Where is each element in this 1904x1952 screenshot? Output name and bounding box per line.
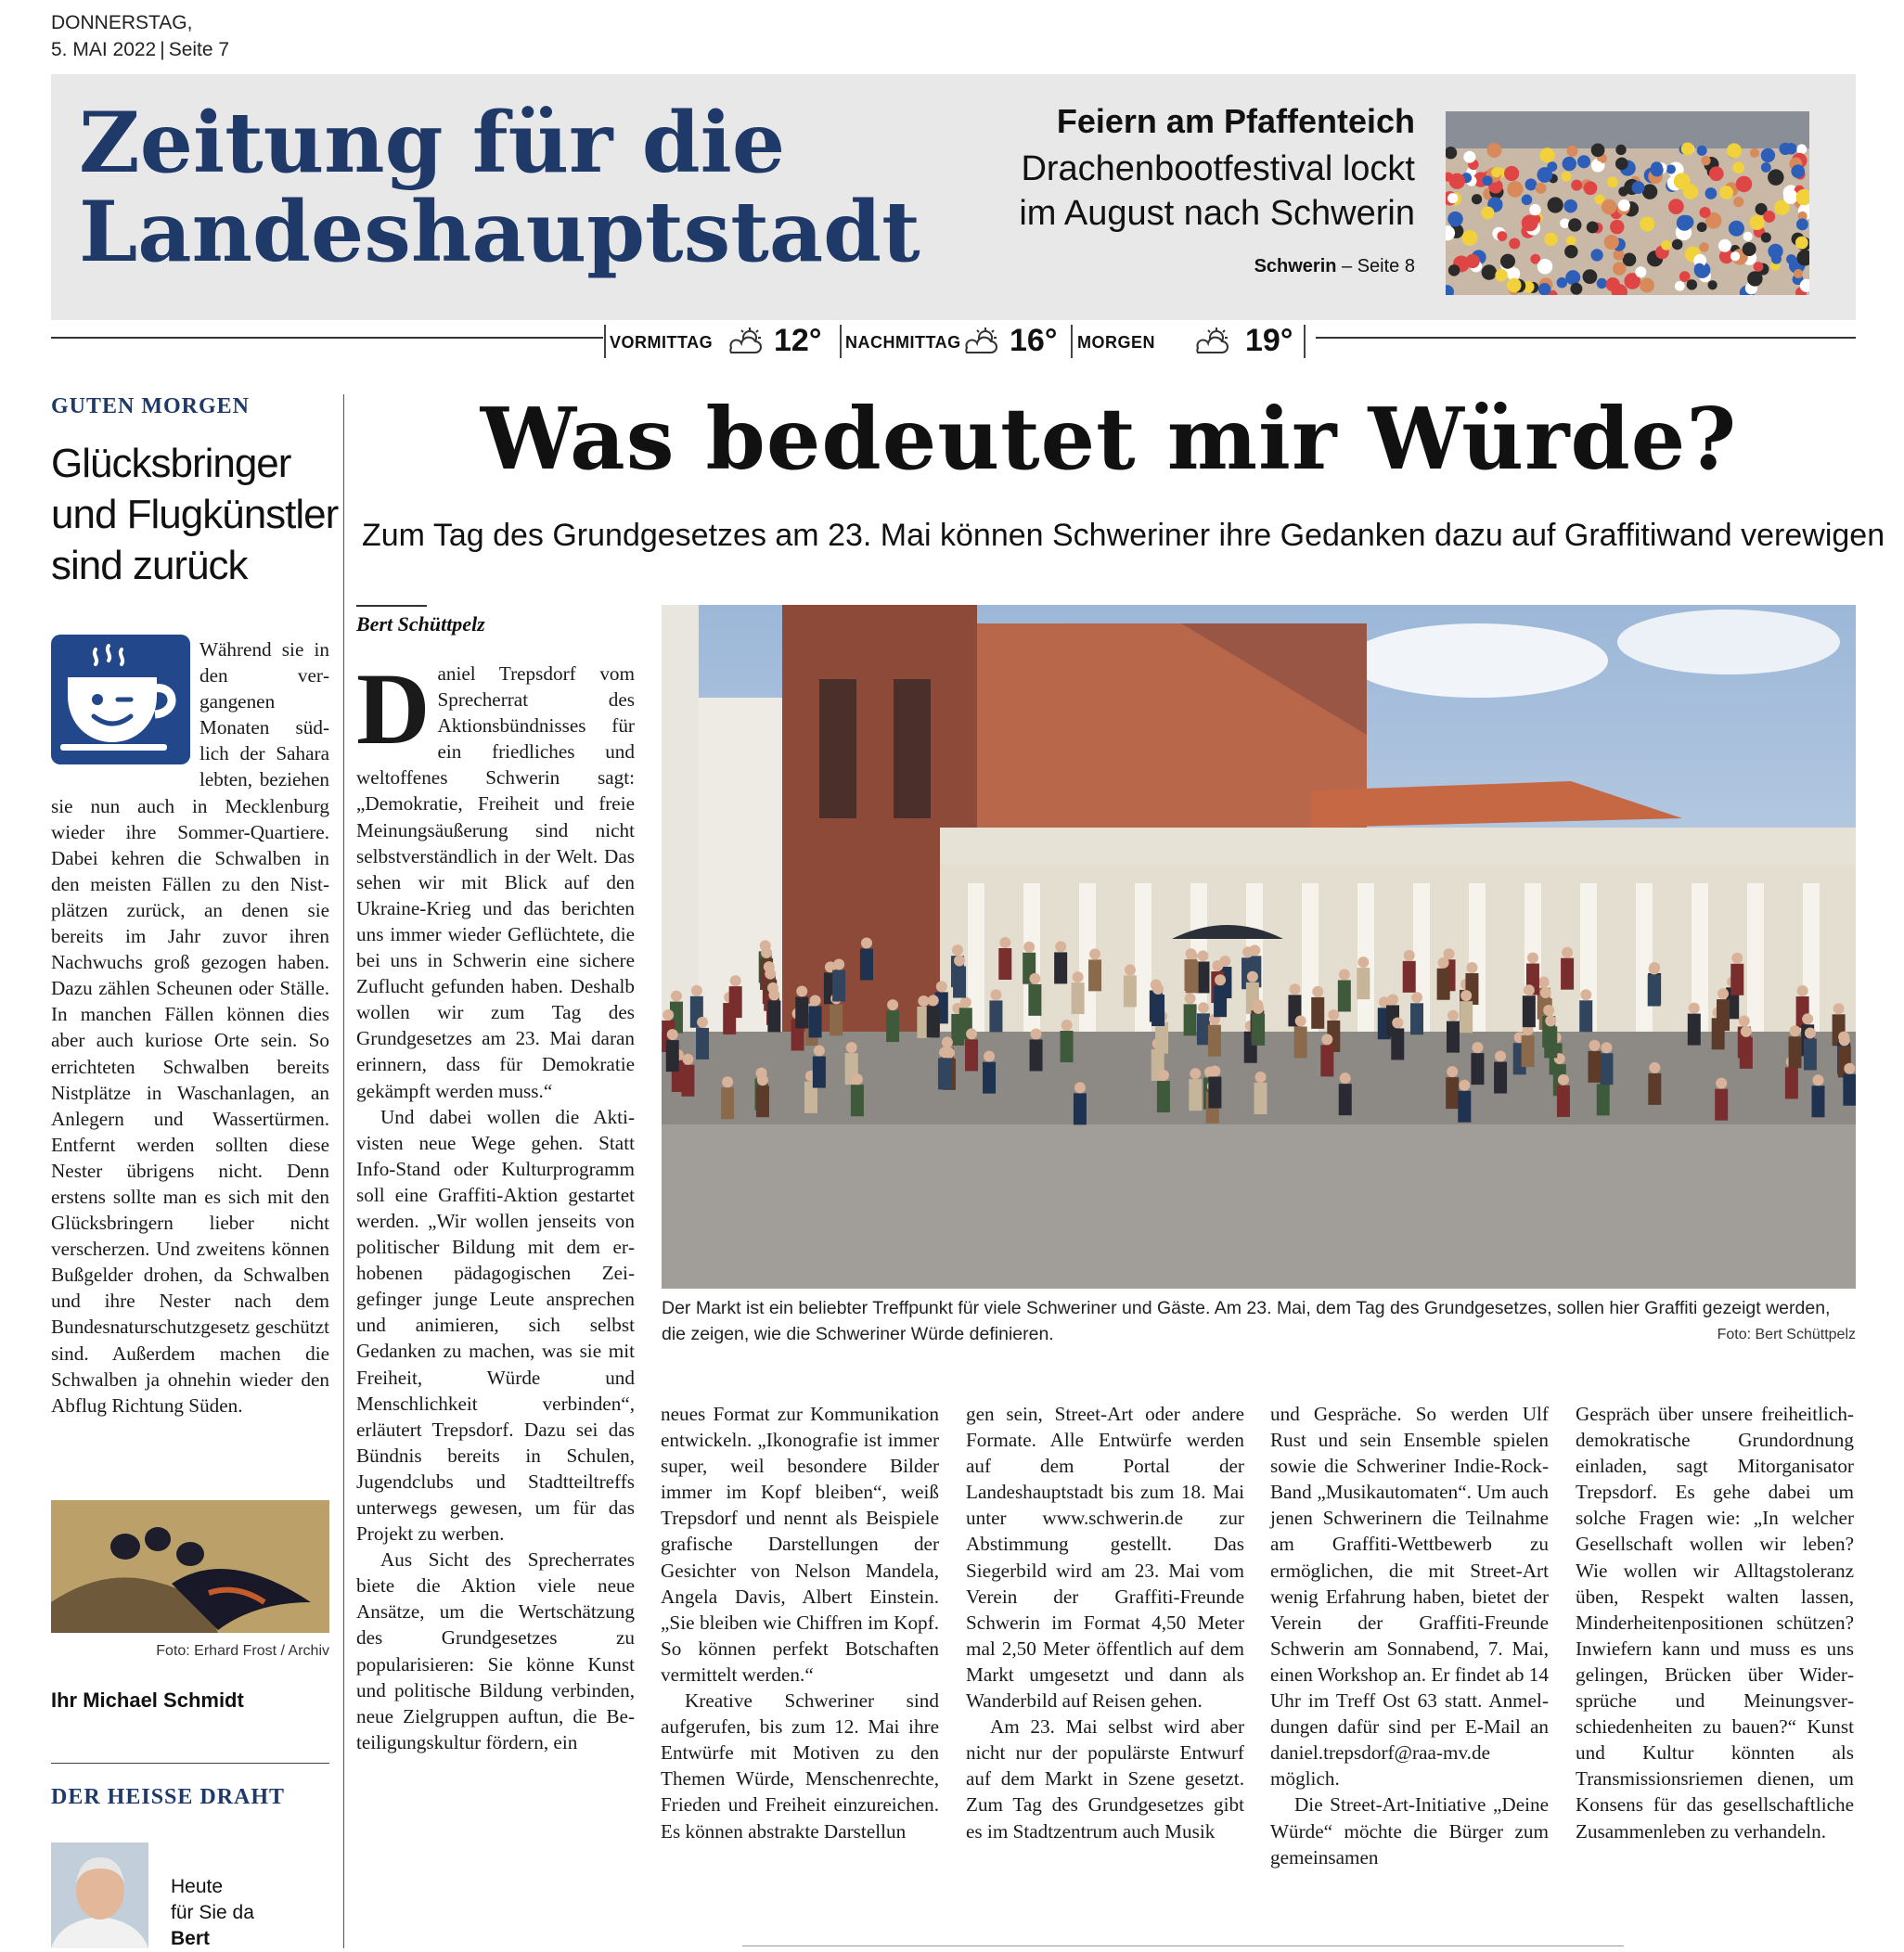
dropcap: D (356, 652, 431, 765)
page-number: Seite 7 (168, 39, 230, 60)
weather-label-vormittag: VORMITTAG (610, 333, 714, 352)
column-divider (343, 394, 344, 1948)
article-column-2: neues Format zur Kommunikation entwickeln. „Ikonografie ist immer super, weil besondere Bilder immer im Kopf bleiben“, weiß Trepsdorf und nennt als Beispiele grafische Darstellungen der Gesichter von Nelson Mandela, Angela Davis, Albert Einstein. „Sie bleiben wie Chiffren im Kopf. So können perfekt Botschaften vermittelt werden.“ Kreative Schweriner sind aufgerufen, bis zum 12. Mai ihre Entwürfe mit Motiven zu den Themen Würde, Menschenrechte, Frieden und Freiheit einzureichen. Es können abstrakte Darstellun (661, 1403, 939, 1843)
teaser-kicker[interactable]: Feiern am Pfaffenteich (1056, 102, 1415, 140)
partly-cloudy-icon (726, 327, 765, 360)
partly-cloudy-icon (961, 327, 1000, 360)
market-square-photo[interactable] (662, 605, 1856, 1289)
weather-label-morgen: MORGEN (1077, 333, 1155, 352)
editor-portrait (51, 1843, 148, 1948)
photo-credit: Foto: Bert Schüttpelz (1717, 1327, 1856, 1342)
author-rule (356, 605, 427, 607)
heisser-draht-kicker: DER HEISSE DRAHT (51, 1785, 286, 1809)
article-column-4: und Gespräche. So werden Ulf Rust und sein Ensemble spielen sowie die Schweriner Indie-Rock-Band „Musikautomaten“. Um auch jenen Schwerinern die Teilnahme am Graffiti-Wettbewerb zu ermöglichen, die mit Street-Art wenig Erfahrung haben, bietet der Verein der Graffiti-Freunde Schwerin am Sonnabend, 7. Mai, einen Workshop an. Er findet ab 14 Uhr im Treff Ost 63 statt. Anmeldungen dafür sind per E-Mail an daniel.trepsdorf@raa-mv.de möglich. Die Street-Art-Initiative „Deine Würde“ möchte die Bürger zum gemeinsamen (1270, 1403, 1549, 1869)
partly-cloudy-icon (1192, 327, 1231, 360)
header-band (51, 74, 1856, 320)
dateline-day: DONNERSTAG, (51, 12, 193, 33)
weather-label-nachmittag: NACHMITTAG (845, 333, 961, 352)
article-subheadline: Zum Tag des Grundgesetzes am 23. Mai können Schweriner ihre Gedanken dazu auf Graffitiwand verewigen (362, 518, 1885, 553)
weather-temp-nachmittag: 16° (1010, 323, 1058, 358)
weather-rule-left (51, 337, 603, 339)
teaser-page-reference[interactable]: Schwerin – Seite 8 (1254, 256, 1415, 276)
photo-caption: Der Markt ist ein beliebter Treffpunkt für viele Schweriner und Gäste. Am 23. Mai, dem Tag des Grundgesetzes, sollen hier Graffiti gezeigt werden, die zeigen, wie die Schweriner Würde definieren. (662, 1298, 1831, 1344)
photo-credit: Foto: Erhard Frost / Archiv (156, 1643, 329, 1659)
weather-rule-right (1316, 337, 1856, 339)
teaser-crowd-photo[interactable] (1446, 111, 1809, 295)
article-column-5: Gespräch über unsere freiheitlich-demokratische Grundordnung einladen, sagt Mitorganisator Trepsdorf. Es gehe dabei um solche Fragen wie: „In welcher Gesellschaft wollen wir leben? Wie wollen wir Alltagstoleranz üben, Respekt walten lassen, Minderheitenpositionen schützen? Inwiefern kann und muss es uns gelingen, Brücken über Widersprüche und Meinungsverschiedenheiten zu bauen?“ Kunst und Kultur könnten als Transmissionsriemen dienen, um Konsens für das gesellschaftliche Zusammenleben zu verhandeln. (1576, 1403, 1854, 1843)
weather-temp-vormittag: 12° (774, 323, 822, 358)
article-author: Bert Schüttpelz (356, 612, 485, 636)
section-title: Zeitung für die Landeshauptstadt (79, 94, 920, 281)
dateline-date: 5. MAI 2022 (51, 39, 157, 60)
divider (51, 1763, 329, 1764)
dateline: DONNERSTAG, 5. MAI 2022 | Seite 7 (51, 9, 229, 63)
teaser-headline[interactable]: Drachenbootfestival lockt im August nach Schwerin (1019, 149, 1415, 233)
guten-morgen-headline[interactable]: Glücksbringer und Flugkünstler sind zurück (51, 441, 339, 588)
guten-morgen-kicker: GUTEN MORGEN (51, 394, 251, 418)
author-signature: Ihr Michael Schmidt (51, 1689, 244, 1712)
article-column-3: gen sein, Street-Art oder andere Formate. Alle Entwürfe werden auf dem Portal der Landeshauptstadt bis zum 18. Mai unter www.schwerin.de zur Abstimmung gestellt. Das Siegerbild wird am 23. Mai vom Verein der Graffiti-Freunde Schwerin im Format 4,50 Meter mal 2,50 Meter öffentlich auf dem Markt umgesetzt und dann als Wanderbild auf Reisen gehen. Am 23. Mai selbst wird aber nicht nur der populärste Entwurf auf dem Markt in Szene gesetzt. Zum Tag des Grundgesetzes gibt es im Stadtzentrum auch Musik (966, 1403, 1244, 1843)
weather-temp-morgen: 19° (1245, 323, 1293, 358)
guten-morgen-body: Während sie in den vergangenen Monaten südlich der Sahara lebten, beziehen sie nun auch in Mecklenburg wieder ihre Sommer-Quartiere. Dabei kehren die Schwalben in den meisten Fällen zu den Nistplätzen zurück, an denen sie bereits im Jahr zuvor ihren Nachwuchs groß gezogen haben. Dazu zählen Scheunen oder Ställe. In manchen Fällen können dies aber auch kuriose Orte sein. So errichteten Schwalben bereits Nistplätze in Waschanlagen, an Anlegern und Wassertürmen. Entfernt werden sollten diese Nester übrigens nicht. Denn erstens sollte man es sich mit den Glücksbringern lieber nicht verscherzen. Und zweitens können Bußgelder drohen, da Schwalben und ihre Nester nach dem Bundesnaturschutzgesetz geschützt sind. Außerdem machen die Schwalben ja ohnehin wieder den Abflug Richtung Süden. (51, 638, 329, 1417)
heisser-draht-text: Heute für Sie da Bert (171, 1876, 254, 1949)
article-column-1: D aniel Trepsdorf vom Sprecherrat des Aktionsbündnisses für ein friedliches und weltoffenes Schwerin sagt: „Demokratie, Freiheit und freie Meinungsäußerung sind nicht selbstverständlich in der Welt. Das sehen wir mit Blick auf den Ukraine-Krieg und das berichten uns immer wieder Geflüchtete, die bei uns in Schwerin eine sichere Zuflucht gefunden haben. Deshalb wollen wir zum Tag des Grundgesetzes am 23. Mai daran erinnern, dass für Demokratie gekämpft werden muss.“ Und dabei wollen die Aktivisten neue Wege gehen. Statt Info-Stand oder Kulturprogramm soll eine Graffiti-Aktion gestartet werden. „Wir wollen jenseits von politischer Bildung mit dem erhobenen pädagogischen Zeigefinger junge Leute ansprechen und animieren, sich selbst Gedanken zu machen, was sie mit Freiheit, Würde und Menschlichkeit verbinden“, erläutert Trepsdorf. Dazu sei das Bündnis bereits in Schulen, Jugendclubs und Stadtteiltreffs unterwegs gewesen, um für das Projekt zu werben. Aus Sicht des Sprecherrates biete die Aktion viele neue Ansätze, um die Wertschätzung des Grundgesetzes zu popularisieren: Sie könne Kunst und politische Bildung verbinden, neue Zielgruppen auftun, die Beteiligungskultur fördern, ein (356, 652, 635, 1753)
article-headline[interactable]: Was bedeutet mir Würde? (480, 389, 1738, 489)
swallow-nest-photo[interactable] (51, 1500, 329, 1633)
